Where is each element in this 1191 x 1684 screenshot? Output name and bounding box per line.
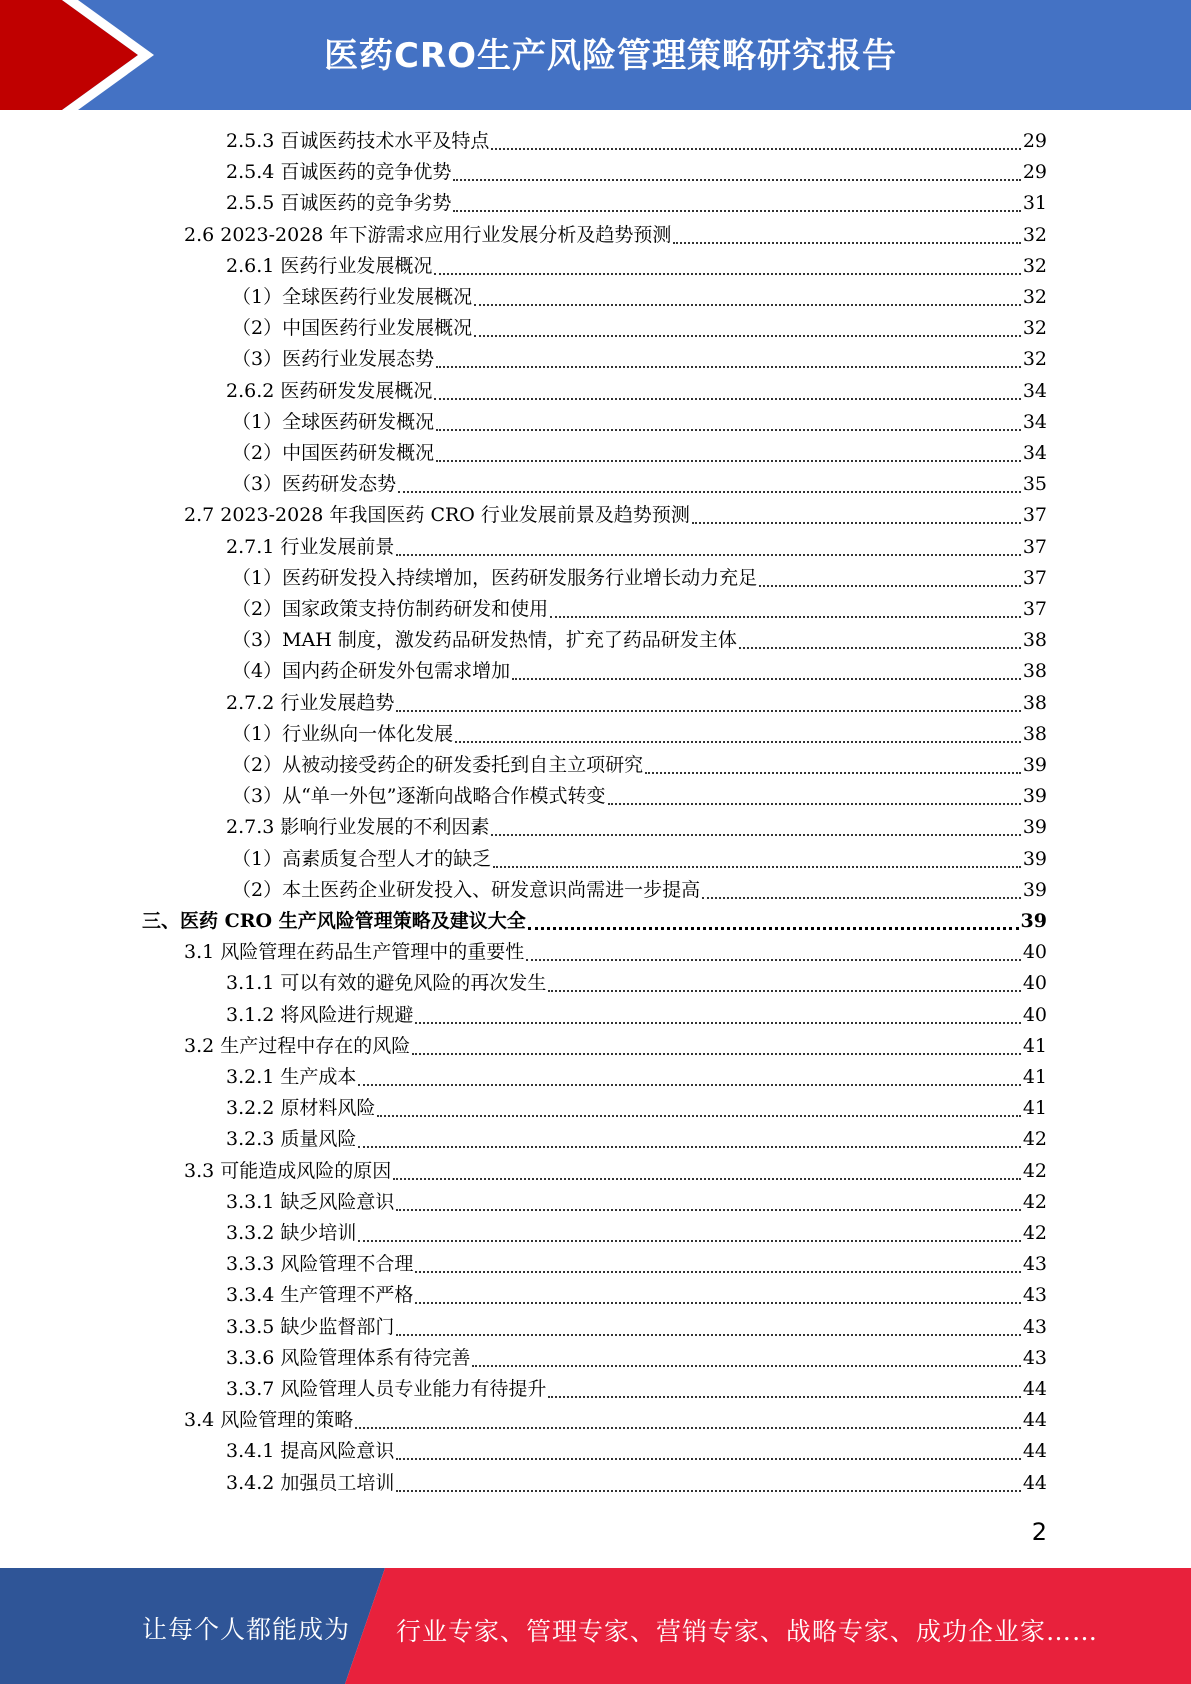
toc-entry[interactable] <box>184 220 1047 250</box>
toc-entry-page: 37 <box>1022 567 1047 589</box>
toc-entry-label: 三、医药 CRO 生产风险管理策略及建议大全 <box>142 910 526 932</box>
toc-entry-label: （3）医药研发态势 <box>232 473 397 495</box>
toc-entry-page: 42 <box>1022 1160 1047 1182</box>
toc-leader-dots <box>396 686 1020 712</box>
toc-entry-label: 3.3 可能造成风险的原因 <box>184 1160 392 1182</box>
toc-leader-dots <box>412 1029 1021 1055</box>
toc-entry-page: 39 <box>1022 848 1047 870</box>
toc-entry[interactable] <box>226 1280 1047 1310</box>
toc-entry-page: 38 <box>1022 692 1047 714</box>
toc-entry-label: （1）行业纵向一体化发展 <box>232 723 454 745</box>
toc-leader-dots <box>702 873 1021 899</box>
toc-entry-page: 32 <box>1022 317 1047 339</box>
toc-entry[interactable] <box>232 563 1047 593</box>
toc-entry[interactable] <box>232 594 1047 624</box>
toc-leader-dots <box>358 1216 1020 1242</box>
toc-entry-page: 43 <box>1022 1347 1047 1369</box>
page-header <box>0 0 1191 110</box>
toc-entry-label: 3.3.1 缺乏风险意识 <box>226 1191 395 1213</box>
toc-entry-page: 34 <box>1022 380 1047 402</box>
footer-slogan-right: 行业专家、管理专家、营销专家、战略专家、成功企业家…… <box>396 1617 1099 1646</box>
toc-entry[interactable] <box>226 812 1047 842</box>
toc-entry-label: 2.6 2023-2028 年下游需求应用行业发展分析及趋势预测 <box>184 224 672 246</box>
toc-entry-page: 44 <box>1022 1378 1047 1400</box>
toc-leader-dots <box>528 903 1019 930</box>
toc-leader-dots <box>548 1372 1020 1398</box>
toc-leader-dots <box>759 561 1021 587</box>
toc-leader-dots <box>436 436 1021 462</box>
toc-entry-page: 43 <box>1022 1284 1047 1306</box>
toc-leader-dots <box>396 1185 1020 1211</box>
toc-entry[interactable] <box>232 282 1047 312</box>
toc-entry-page: 40 <box>1022 941 1047 963</box>
toc-entry-page: 38 <box>1022 660 1047 682</box>
toc-entry[interactable] <box>226 1218 1047 1248</box>
toc-leader-dots <box>398 467 1021 493</box>
toc-entry-label: （1）全球医药研发概况 <box>232 411 435 433</box>
toc-leader-dots <box>673 218 1020 244</box>
toc-entry-label: 3.3.6 风险管理体系有待完善 <box>226 1347 471 1369</box>
toc-entry[interactable] <box>232 625 1047 655</box>
toc-entry-label: 2.5.3 百诚医药技术水平及特点 <box>226 130 490 152</box>
toc-leader-dots <box>396 1466 1020 1492</box>
toc-entry-label: 3.1.2 将风险进行规避 <box>226 1004 414 1026</box>
toc-entry-page: 43 <box>1022 1316 1047 1338</box>
toc-entry-page: 38 <box>1022 723 1047 745</box>
toc-entry-page: 39 <box>1022 816 1047 838</box>
toc-entry-page: 43 <box>1022 1253 1047 1275</box>
page-footer <box>0 1568 1191 1684</box>
toc-entry[interactable] <box>226 1249 1047 1279</box>
toc-entry[interactable] <box>226 1062 1047 1092</box>
toc-leader-dots <box>491 124 1020 150</box>
toc-leader-dots <box>415 998 1020 1024</box>
toc-leader-dots <box>436 405 1021 431</box>
toc-entry-page: 39 <box>1022 785 1047 807</box>
toc-leader-dots <box>415 1247 1020 1273</box>
toc-entry-page: 39 <box>1022 879 1047 901</box>
toc-entry[interactable] <box>226 532 1047 562</box>
toc-entry[interactable] <box>226 1374 1047 1404</box>
toc-entry[interactable] <box>232 719 1047 749</box>
toc-entry-label: 3.3.7 风险管理人员专业能力有待提升 <box>226 1378 547 1400</box>
toc-entry-label: 3.4.1 提高风险意识 <box>226 1440 395 1462</box>
toc-entry[interactable] <box>226 251 1047 281</box>
toc-entry-label: （3）医药行业发展态势 <box>232 348 435 370</box>
toc-leader-dots <box>491 810 1020 836</box>
toc-entry-label: 3.4.2 加强员工培训 <box>226 1472 395 1494</box>
toc-entry-page: 37 <box>1022 536 1047 558</box>
toc-leader-dots <box>645 748 1021 774</box>
toc-entry-label: 2.5.5 百诚医药的竞争劣势 <box>226 192 452 214</box>
toc-entry[interactable] <box>226 1468 1047 1498</box>
toc-leader-dots <box>396 1434 1020 1460</box>
toc-entry-page: 42 <box>1022 1128 1047 1150</box>
toc-leader-dots <box>474 280 1021 306</box>
toc-entry-page: 29 <box>1022 130 1047 152</box>
toc-entry[interactable] <box>232 469 1047 499</box>
toc-entry-page: 32 <box>1022 224 1047 246</box>
footer-slogan-left: 让每个人都能成为 <box>142 1615 351 1644</box>
toc-entry-page: 40 <box>1022 972 1047 994</box>
toc-entry-label: （4）国内药企研发外包需求增加 <box>232 660 511 682</box>
toc-leader-dots <box>550 592 1021 618</box>
toc-entry-page: 42 <box>1022 1222 1047 1244</box>
toc-entry-label: 3.4 风险管理的策略 <box>184 1409 354 1431</box>
toc-entry-page: 39 <box>1020 910 1047 932</box>
toc-entry-label: 3.2.1 生产成本 <box>226 1066 357 1088</box>
toc-entry[interactable] <box>232 344 1047 374</box>
toc-leader-dots <box>396 1310 1020 1336</box>
toc-leader-dots <box>692 498 1021 524</box>
toc-entry-label: （2）国家政策支持仿制药研发和使用 <box>232 598 549 620</box>
toc-entry[interactable] <box>226 376 1047 406</box>
toc-leader-dots <box>739 623 1021 649</box>
page-number: 2 <box>1031 1518 1047 1546</box>
toc-entry[interactable] <box>232 407 1047 437</box>
toc-entry-label: 2.5.4 百诚医药的竞争优势 <box>226 161 452 183</box>
toc-entry-label: 3.1 风险管理在药品生产管理中的重要性 <box>184 941 525 963</box>
toc-entry-label: （2）本土医药企业研发投入、研发意识尚需进一步提高 <box>232 879 701 901</box>
toc-entry[interactable] <box>142 906 1047 936</box>
toc-entry[interactable] <box>184 500 1047 530</box>
toc-entry-page: 44 <box>1022 1409 1047 1431</box>
toc-entry-page: 37 <box>1022 504 1047 526</box>
toc-leader-dots <box>358 1060 1020 1086</box>
toc-leader-dots <box>436 342 1021 368</box>
toc-entry-label: 3.2.3 质量风险 <box>226 1128 357 1150</box>
toc-entry[interactable] <box>232 750 1047 780</box>
toc-entry-page: 41 <box>1022 1097 1047 1119</box>
toc-entry[interactable] <box>232 875 1047 905</box>
toc-entry-label: 2.6.1 医药行业发展概况 <box>226 255 433 277</box>
toc-entry[interactable] <box>226 1000 1047 1030</box>
toc-entry[interactable] <box>226 1343 1047 1373</box>
toc-leader-dots <box>377 1091 1020 1117</box>
toc-entry-label: 3.2 生产过程中存在的风险 <box>184 1035 411 1057</box>
toc-entry-label: 2.6.2 医药研发发展概况 <box>226 380 433 402</box>
toc-leader-dots <box>512 654 1021 680</box>
toc-leader-dots <box>358 1122 1020 1148</box>
toc-entry[interactable] <box>232 313 1047 343</box>
toc-entry[interactable] <box>184 1031 1047 1061</box>
toc-entry[interactable] <box>226 157 1047 187</box>
toc-entry-label: （3）从“单一外包”逐渐向战略合作模式转变 <box>232 785 606 807</box>
toc-entry-page: 38 <box>1022 629 1047 651</box>
toc-entry-label: （2）中国医药研发概况 <box>232 442 435 464</box>
toc-entry-page: 40 <box>1022 1004 1047 1026</box>
toc-entry[interactable] <box>226 1312 1047 1342</box>
toc-entry-page: 37 <box>1022 598 1047 620</box>
toc-entry[interactable] <box>184 1156 1047 1186</box>
toc-leader-dots <box>453 186 1020 212</box>
toc-entry-label: （1）医药研发投入持续增加，医药研发服务行业增长动力充足 <box>232 567 758 589</box>
toc-entry[interactable] <box>226 126 1047 156</box>
toc-entry[interactable] <box>226 1436 1047 1466</box>
toc-entry[interactable] <box>226 968 1047 998</box>
toc-entry-label: 3.3.3 风险管理不合理 <box>226 1253 414 1275</box>
toc-entry[interactable] <box>226 188 1047 218</box>
toc-leader-dots <box>453 155 1020 181</box>
toc-entry-page: 42 <box>1022 1191 1047 1213</box>
toc-entry[interactable] <box>232 844 1047 874</box>
toc-leader-dots <box>548 966 1020 992</box>
toc-entry-page: 32 <box>1022 255 1047 277</box>
toc-leader-dots <box>415 1278 1020 1304</box>
toc-entry-page: 44 <box>1022 1440 1047 1462</box>
toc-entry[interactable] <box>226 688 1047 718</box>
toc-entry-label: （3）MAH 制度，激发药品研发热情，扩充了药品研发主体 <box>232 629 737 651</box>
toc-entry-label: （1）高素质复合型人才的缺乏 <box>232 848 492 870</box>
toc-leader-dots <box>434 374 1020 400</box>
toc-entry-page: 35 <box>1022 473 1047 495</box>
toc-leader-dots <box>355 1403 1021 1429</box>
document-title: 医药CRO生产风险管理策略研究报告 <box>323 36 898 76</box>
toc-leader-dots <box>493 842 1021 868</box>
toc-entry[interactable] <box>184 1405 1047 1435</box>
toc-leader-dots <box>526 935 1021 961</box>
toc-entry-label: 2.7.1 行业发展前景 <box>226 536 395 558</box>
toc-entry[interactable] <box>226 1124 1047 1154</box>
toc-entry-label: 2.7 2023-2028 年我国医药 CRO 行业发展前景及趋势预测 <box>184 504 690 526</box>
toc-entry-label: 3.1.1 可以有效的避免风险的再次发生 <box>226 972 547 994</box>
toc-entry[interactable] <box>232 438 1047 468</box>
toc-entry-page: 44 <box>1022 1472 1047 1494</box>
toc-entry-page: 39 <box>1022 754 1047 776</box>
toc-entry-label: （2）从被动接受药企的研发委托到自主立项研究 <box>232 754 644 776</box>
toc-entry-page: 29 <box>1022 161 1047 183</box>
toc-leader-dots <box>455 717 1021 743</box>
toc-leader-dots <box>393 1154 1021 1180</box>
toc-entry-page: 32 <box>1022 348 1047 370</box>
toc-entry[interactable] <box>184 937 1047 967</box>
toc-entry-label: 3.2.2 原材料风险 <box>226 1097 376 1119</box>
toc-entry-label: 3.3.2 缺少培训 <box>226 1222 357 1244</box>
toc-leader-dots <box>472 1341 1020 1367</box>
toc-entry-page: 34 <box>1022 442 1047 464</box>
toc-leader-dots <box>434 249 1020 275</box>
toc-leader-dots <box>396 530 1020 556</box>
toc-entry-page: 31 <box>1022 192 1047 214</box>
toc-entry-page: 34 <box>1022 411 1047 433</box>
toc-entry[interactable] <box>232 656 1047 686</box>
toc-leader-dots <box>474 311 1021 337</box>
toc-entry-label: 2.7.2 行业发展趋势 <box>226 692 395 714</box>
toc-entry[interactable] <box>226 1093 1047 1123</box>
toc-leader-dots <box>608 779 1021 805</box>
toc-entry-page: 41 <box>1022 1066 1047 1088</box>
toc-entry-page: 41 <box>1022 1035 1047 1057</box>
toc-entry-label: 3.3.5 缺少监督部门 <box>226 1316 395 1338</box>
toc-entry-label: （1）全球医药行业发展概况 <box>232 286 473 308</box>
toc-entry-label: 2.7.3 影响行业发展的不利因素 <box>226 816 490 838</box>
toc-entry-label: 3.3.4 生产管理不严格 <box>226 1284 414 1306</box>
toc-entry[interactable] <box>226 1187 1047 1217</box>
toc-entry-page: 32 <box>1022 286 1047 308</box>
toc-entry[interactable] <box>232 781 1047 811</box>
toc-entry-label: （2）中国医药行业发展概况 <box>232 317 473 339</box>
